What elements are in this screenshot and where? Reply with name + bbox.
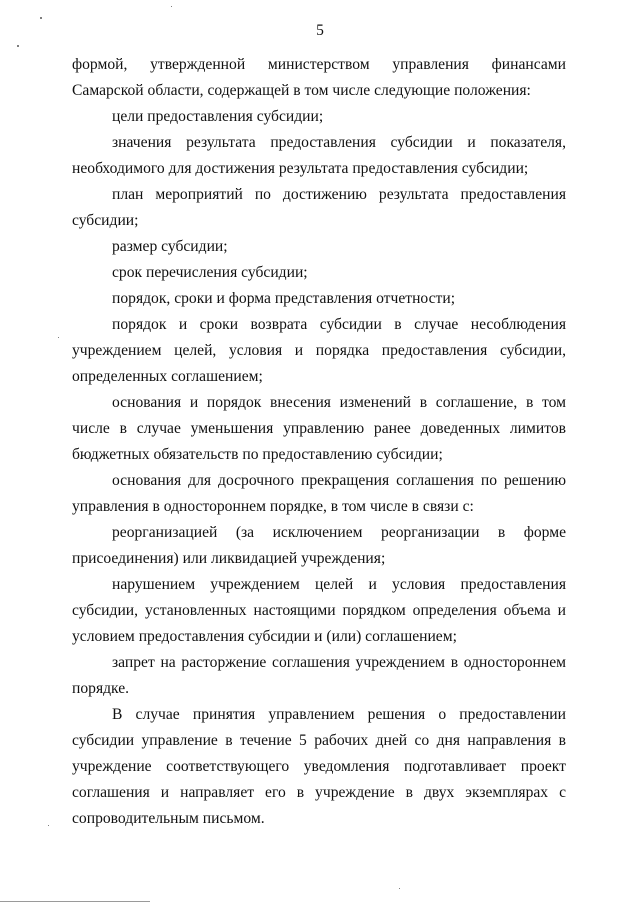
document-body [72,52,566,832]
paragraph: цели предоставления субсидии; [112,108,324,125]
paragraph: значения результата предоставления субсидии и показателя, необходимого для достижения результата предоставления субсидии; [72,134,566,177]
paragraph: размер субсидии; [112,238,228,255]
paragraph: срок перечисления субсидии; [112,264,308,281]
scan-speck [171,6,172,7]
page-number: 5 [316,22,324,39]
paragraph: нарушением учреждением целей и условия предоставления субсидии, установленных настоящими порядком определения объема и условием предоставления субсидии и (или) соглашением; [72,576,566,645]
paragraph: запрет на расторжение соглашения учреждением в одностороннем порядке. [72,654,566,697]
paragraph: основания для досрочного прекращения соглашения по решению управления в одностороннем порядке, в том числе в связи с: [72,472,566,515]
paragraph: план мероприятий по достижению результата предоставления субсидии; [72,186,566,229]
scan-speck [17,45,19,47]
paragraph: формой, утвержденной министерством управления финансами Самарской области, содержащей в том числе следующие положения: [72,56,566,99]
scan-speck [399,888,400,889]
scan-edge-line [0,901,150,902]
scan-speck [48,825,49,826]
scan-speck [40,17,42,19]
paragraph: основания и порядок внесения изменений в соглашение, в том числе в случае уменьшения управлению ранее доведенных лимитов бюджетных обязательств по предоставлению субсидии; [72,394,566,463]
paragraph: реорганизацией (за исключением реорганизации в форме присоединения) или ликвидацией учреждения; [72,524,566,567]
scan-speck [58,337,59,338]
paragraph: порядок, сроки и форма представления отчетности; [112,290,456,307]
paragraph: В случае принятия управлением решения о предоставлении субсидии управление в течение 5 рабочих дней со дня направления в учреждение соответствующего уведомления подготавливает проект соглашения и направляет его в учреждение в двух экземплярах с сопроводительным письмом. [72,706,566,827]
paragraph: порядок и сроки возврата субсидии в случае несоблюдения учреждением целей, условия и порядка предоставления субсидии, определенных соглашением; [72,316,566,385]
